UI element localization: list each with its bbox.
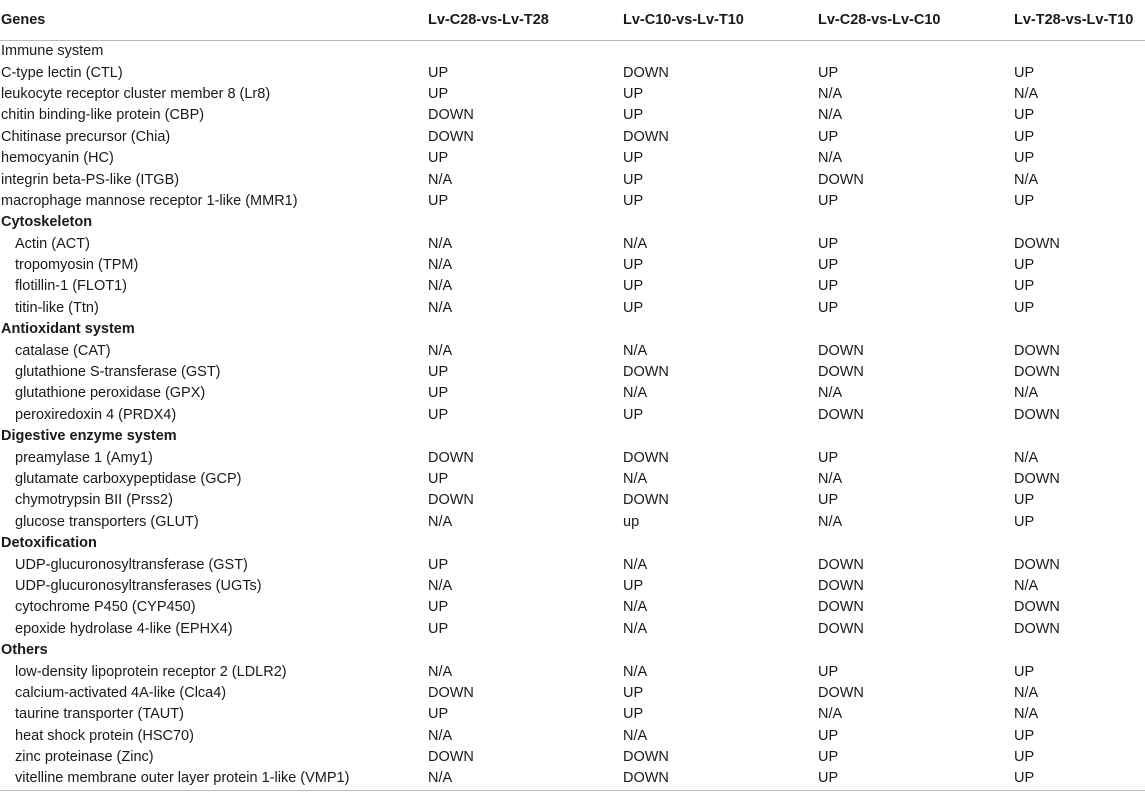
regulation-cell: DOWN [428, 107, 474, 124]
regulation-cell: DOWN [818, 577, 864, 594]
section-row [0, 319, 1145, 340]
regulation-cell: UP [1014, 64, 1035, 81]
table-row [0, 661, 1145, 682]
table-row [0, 726, 1145, 747]
gene-name: catalase (CAT) [15, 342, 111, 359]
table-row [0, 597, 1145, 618]
regulation-cell: N/A [818, 85, 843, 102]
section-title: Cytoskeleton [1, 214, 93, 231]
table-row [0, 512, 1145, 533]
regulation-cell: DOWN [1014, 620, 1060, 637]
section-title: Detoxification [1, 535, 97, 552]
regulation-cell: N/A [428, 513, 453, 530]
regulation-cell: UP [623, 107, 644, 124]
gene-name: tropomyosin (TPM) [15, 257, 139, 274]
regulation-cell: UP [623, 684, 644, 701]
gene-name: flotillin-1 (FLOT1) [15, 278, 127, 295]
gene-name: taurine transporter (TAUT) [15, 706, 184, 723]
regulation-cell: UP [1014, 128, 1035, 145]
table-row [0, 768, 1145, 790]
regulation-cell: DOWN [428, 128, 474, 145]
regulation-cell: up [623, 513, 640, 530]
regulation-cell: UP [818, 192, 839, 209]
gene-name: leukocyte receptor cluster member 8 (Lr8) [1, 85, 271, 102]
table-row [0, 191, 1145, 212]
table-row [0, 704, 1145, 725]
gene-name: hemocyanin (HC) [1, 150, 114, 167]
gene-name: glutathione peroxidase (GPX) [15, 385, 206, 402]
regulation-cell: N/A [818, 706, 843, 723]
regulation-cell: DOWN [818, 406, 864, 423]
regulation-cell: UP [428, 85, 449, 102]
gene-name: cytochrome P450 (CYP450) [15, 599, 196, 616]
regulation-cell: DOWN [818, 599, 864, 616]
regulation-cell: N/A [623, 599, 648, 616]
table-row [0, 490, 1145, 511]
regulation-cell: DOWN [428, 684, 474, 701]
gene-name: epoxide hydrolase 4-like (EPHX4) [15, 620, 233, 637]
regulation-cell: UP [1014, 492, 1035, 509]
regulation-cell: DOWN [622, 768, 817, 790]
table-row [0, 276, 1145, 297]
regulation-cell: UP [1013, 768, 1145, 790]
section-title: Antioxidant system [1, 321, 135, 338]
regulation-cell: N/A [623, 556, 648, 573]
header-lv-c28-vs-lv-t28: Lv-C28-vs-Lv-T28 [427, 0, 622, 41]
table-row [0, 362, 1145, 383]
regulation-cell: UP [623, 171, 644, 188]
table-row [0, 84, 1145, 105]
regulation-cell: UP [428, 471, 449, 487]
gene-name: preamylase 1 (Amy1) [15, 449, 153, 466]
regulation-cell: N/A [428, 663, 453, 680]
regulation-cell: DOWN [818, 171, 864, 188]
regulation-cell: N/A [428, 257, 453, 274]
regulation-cell: N/A [1014, 706, 1039, 723]
regulation-cell: N/A [1014, 684, 1039, 701]
regulation-cell: N/A [623, 235, 648, 252]
regulation-cell: UP [428, 620, 449, 637]
regulation-cell: UP [1014, 663, 1035, 680]
regulation-cell: DOWN [1014, 235, 1060, 252]
table-row [0, 554, 1145, 575]
regulation-cell: UP [623, 150, 644, 167]
regulation-cell: UP [623, 278, 644, 295]
gene-name: UDP-glucuronosyltransferase (GST) [15, 556, 248, 573]
gene-name: Chitinase precursor (Chia) [1, 128, 171, 145]
regulation-cell: UP [428, 364, 449, 381]
table-row [0, 127, 1145, 148]
regulation-cell: UP [818, 663, 839, 680]
regulation-cell: DOWN [623, 364, 669, 381]
regulation-cell: N/A [1014, 385, 1039, 402]
section-row [0, 533, 1145, 554]
table-row [0, 576, 1145, 597]
regulation-cell: UP [818, 449, 839, 466]
regulation-cell: UP [818, 727, 839, 744]
regulation-cell: N/A [818, 513, 843, 530]
regulation-cell: UP [623, 577, 644, 594]
table-row [0, 447, 1145, 468]
regulation-cell: DOWN [623, 749, 669, 766]
regulation-cell: DOWN [818, 342, 864, 359]
table-row [0, 469, 1145, 490]
regulation-cell: N/A [818, 471, 843, 487]
regulation-cell: DOWN [623, 449, 669, 466]
regulation-cell: UP [428, 706, 449, 723]
section-title: Digestive enzyme system [1, 428, 177, 445]
gene-name: glutamate carboxypeptidase (GCP) [15, 471, 242, 487]
regulation-cell: UP [1014, 278, 1035, 295]
regulation-cell: N/A [623, 342, 648, 359]
gene-name: C-type lectin (CTL) [1, 64, 123, 81]
regulation-cell: UP [623, 706, 644, 723]
gene-name: peroxiredoxin 4 (PRDX4) [15, 406, 177, 423]
regulation-cell: UP [623, 192, 644, 209]
regulation-cell: N/A [428, 235, 453, 252]
regulation-cell: N/A [428, 577, 453, 594]
regulation-cell: DOWN [1014, 406, 1060, 423]
regulation-cell: N/A [623, 663, 648, 680]
regulation-cell: DOWN [818, 620, 864, 637]
table-row [0, 105, 1145, 126]
regulation-cell: N/A [623, 727, 648, 744]
regulation-cell: N/A [428, 299, 453, 316]
header-lv-c28-vs-lv-c10: Lv-C28-vs-Lv-C10 [817, 0, 1013, 41]
table-row [0, 255, 1145, 276]
gene-name: chymotrypsin BII (Prss2) [15, 492, 173, 509]
regulation-cell: DOWN [623, 64, 669, 81]
table-row [0, 298, 1145, 319]
gene-name: glucose transporters (GLUT) [15, 513, 199, 530]
regulation-cell: N/A [623, 471, 648, 487]
gene-name: Actin (ACT) [15, 235, 90, 252]
regulation-cell: UP [818, 492, 839, 509]
regulation-cell: N/A [428, 171, 453, 188]
table-row [0, 619, 1145, 640]
section-title: Others [1, 642, 48, 659]
regulation-cell: DOWN [818, 684, 864, 701]
regulation-cell: UP [818, 128, 839, 145]
regulation-cell: UP [1014, 299, 1035, 316]
section-title: Immune system [1, 43, 104, 60]
table-header [0, 0, 1145, 41]
table-row [0, 405, 1145, 426]
table-body [0, 41, 1145, 791]
regulation-cell: UP [818, 257, 839, 274]
table-row [0, 340, 1145, 361]
regulation-cell: N/A [428, 727, 453, 744]
regulation-cell: DOWN [1014, 342, 1060, 359]
regulation-cell: UP [817, 768, 1013, 790]
table-row [0, 148, 1145, 169]
regulation-cell: N/A [1014, 85, 1039, 102]
regulation-cell: DOWN [1014, 599, 1060, 616]
regulation-cell: N/A [428, 278, 453, 295]
regulation-cell: N/A [818, 107, 843, 124]
regulation-cell: UP [1014, 192, 1035, 209]
section-row [0, 640, 1145, 661]
regulation-cell: N/A [1014, 171, 1039, 188]
regulation-cell: N/A [623, 385, 648, 402]
regulation-cell: DOWN [1014, 471, 1060, 487]
regulation-cell: UP [1014, 257, 1035, 274]
regulation-cell: N/A [1014, 449, 1039, 466]
regulation-cell: DOWN [818, 556, 864, 573]
regulation-cell: DOWN [623, 492, 669, 509]
regulation-cell: DOWN [1014, 364, 1060, 381]
gene-name: heat shock protein (HSC70) [15, 727, 194, 744]
gene-name: low-density lipoprotein receptor 2 (LDLR2) [15, 663, 287, 680]
gene-name: zinc proteinase (Zinc) [15, 749, 154, 766]
header-row [0, 0, 1145, 41]
regulation-cell: UP [428, 599, 449, 616]
gene-name: integrin beta-PS-like (ITGB) [1, 171, 180, 188]
regulation-cell: UP [623, 299, 644, 316]
regulation-cell: UP [428, 406, 449, 423]
regulation-cell: UP [428, 150, 449, 167]
regulation-cell: DOWN [818, 364, 864, 381]
header-genes: Genes [0, 0, 427, 41]
table-row [0, 62, 1145, 83]
regulation-cell: UP [818, 64, 839, 81]
regulation-cell: N/A [428, 342, 453, 359]
gene-name: calcium-activated 4A-like (Clca4) [15, 684, 227, 701]
regulation-cell: N/A [818, 385, 843, 402]
regulation-cell: UP [428, 192, 449, 209]
gene-name: titin-like (Ttn) [15, 299, 99, 316]
table-row [0, 683, 1145, 704]
regulation-cell: DOWN [428, 749, 474, 766]
regulation-cell: UP [623, 85, 644, 102]
regulation-cell: UP [1014, 513, 1035, 530]
regulation-cell: DOWN [428, 449, 474, 466]
regulation-cell: DOWN [1014, 556, 1060, 573]
regulation-cell: UP [428, 385, 449, 402]
regulation-cell: UP [428, 556, 449, 573]
gene-name: UDP-glucuronosyltransferases (UGTs) [15, 577, 262, 594]
regulation-cell: UP [818, 235, 839, 252]
header-lv-t28-vs-lv-t10: Lv-T28-vs-Lv-T10 [1013, 0, 1145, 41]
regulation-cell: UP [818, 278, 839, 295]
regulation-cell: N/A [427, 768, 622, 790]
regulation-cell: UP [1014, 727, 1035, 744]
regulation-cell: N/A [1014, 577, 1039, 594]
header-lv-c10-vs-lv-t10: Lv-C10-vs-Lv-T10 [622, 0, 817, 41]
gene-name: macrophage mannose receptor 1-like (MMR1) [1, 192, 298, 209]
regulation-cell: UP [1014, 150, 1035, 167]
table-row [0, 169, 1145, 190]
gene-name: glutathione S-transferase (GST) [15, 364, 221, 381]
regulation-cell: N/A [623, 620, 648, 637]
table-row [0, 747, 1145, 768]
regulation-cell: UP [1014, 107, 1035, 124]
table-row [0, 383, 1145, 404]
gene-name: vitelline membrane outer layer protein 1-like (VMP1) [0, 768, 427, 790]
regulation-cell: UP [623, 257, 644, 274]
regulation-cell: UP [818, 299, 839, 316]
regulation-cell: UP [1014, 749, 1035, 766]
regulation-cell: DOWN [623, 128, 669, 145]
gene-name: chitin binding-like protein (CBP) [1, 107, 205, 124]
regulation-cell: UP [818, 749, 839, 766]
regulation-cell: UP [623, 406, 644, 423]
regulation-cell: UP [428, 64, 449, 81]
table-row [0, 234, 1145, 255]
regulation-cell: DOWN [428, 492, 474, 509]
regulation-cell: N/A [818, 150, 843, 167]
section-row [0, 426, 1145, 447]
section-row [0, 41, 1145, 63]
section-row [0, 212, 1145, 233]
